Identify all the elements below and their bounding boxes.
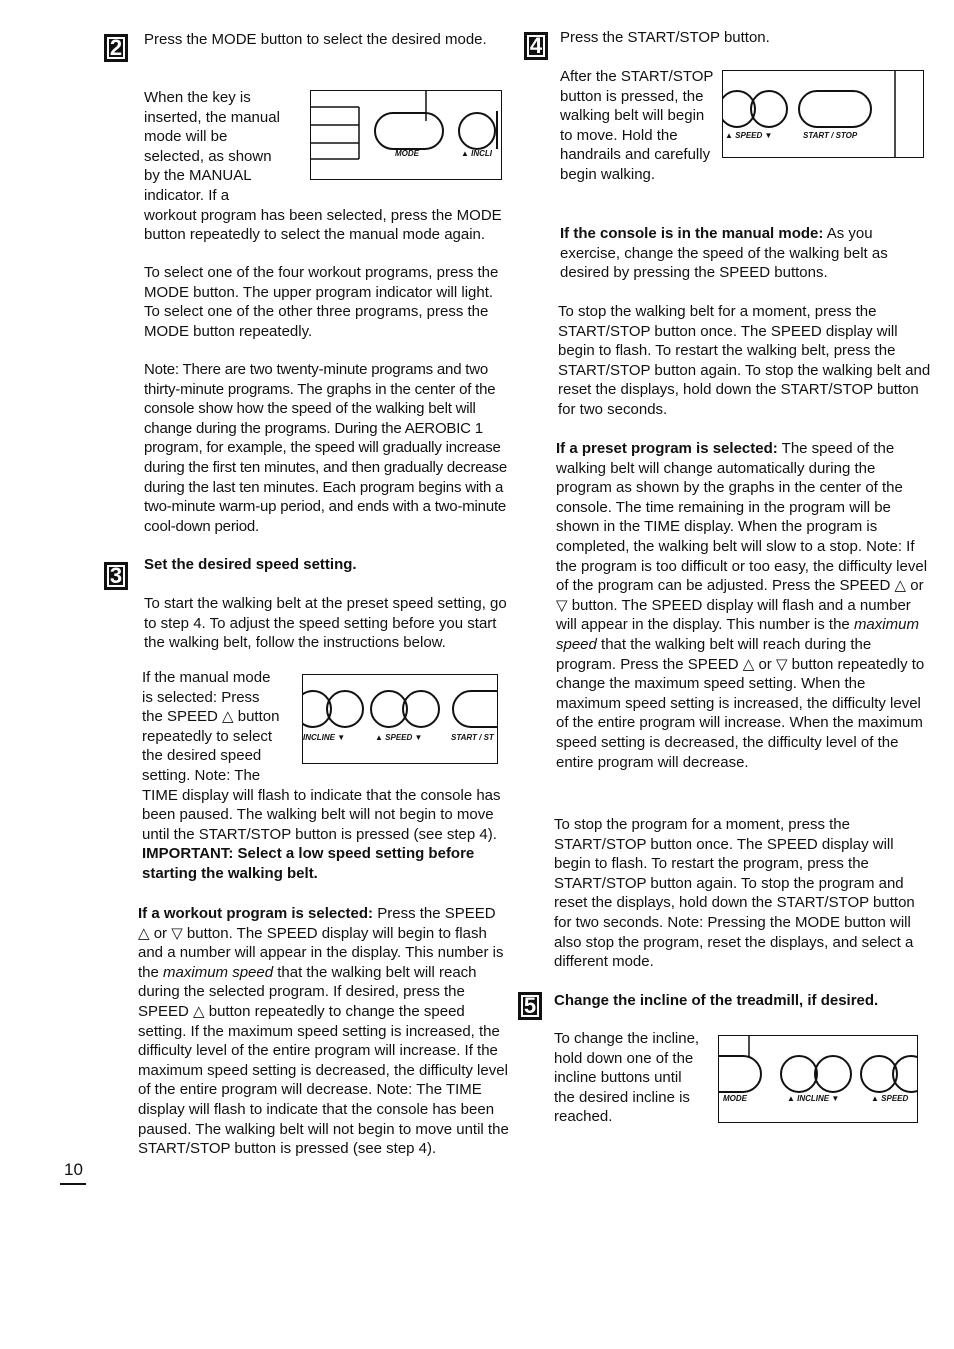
step-3-workout-text-a: Press the SPEED △ or ▽ button. The SPEED display will begin to flash and a number will appear in the display. This number is the: [138, 905, 504, 981]
step-3-number: 3: [105, 563, 127, 589]
step-4-intro: [560, 67, 940, 185]
step-3-badge: [104, 562, 128, 590]
step-4-manual-mode: [560, 224, 932, 283]
step-3-manual-text: Press the SPEED △ button repeatedly to select the desired speed setting. Note: The TIME display will flash to indicate that the console has been paused. The walking belt will not begin to move until the START/STOP button is pressed (see step 4).: [142, 688, 501, 843]
step-4-manual-label: If the console is in the manual mode:: [560, 225, 824, 242]
panel-incline-label: INCLINE ▼: [303, 733, 346, 742]
step-4-preset-text-b: that the walking belt will reach during the program. Press the SPEED △ or ▽ button repeatedly to change the maximum speed setting. When the maximum speed setting is increased, the difficulty level of the entire program will increase. When the maximum speed setting is decreased, the difficulty level of the entire program will decrease.: [556, 635, 925, 771]
step-4-stop-belt: To stop the walking belt for a moment, press the START/STOP button once. The SPEED display will begin to flash. To restart the walking belt, press the START/STOP button again. To stop the walking belt and reset the displays, hold down the START/STOP button for two seconds.: [558, 303, 931, 418]
step-2-number: 2: [105, 35, 127, 61]
step-4-heading: Press the START/STOP button.: [560, 29, 770, 46]
step-4-preset-program: [556, 439, 932, 772]
step-2-badge: [104, 34, 128, 62]
step-5-number: 5: [519, 993, 541, 1019]
step-3-workout-block: [138, 904, 510, 1159]
panel-spacer: [718, 67, 940, 157]
step-3-workout-em: maximum speed: [163, 963, 274, 981]
panel-mode-label: MODE: [395, 149, 419, 158]
step-5-heading: Change the incline of the treadmill, if desired.: [554, 992, 879, 1009]
step-2-workout-select: To select one of the four workout programs, press the MODE button. The upper program indicator will light. To select one of the other three programs, press the MODE button repeatedly.: [144, 264, 499, 340]
step-4-number: 4: [525, 33, 547, 59]
panel-spacer: [280, 668, 510, 770]
step-3-heading: Set the desired speed setting.: [144, 556, 357, 573]
panel-start-label: START / ST: [451, 733, 494, 742]
panel-speed-label: ▲ SPEED: [871, 1094, 909, 1103]
step-4-preset-text-a: The speed of the walking belt will change automatically during the program as shown by the graphs in the center of the console. The time remaining in the program will be shown in the TIME display. When the program is completed, the walking belt will slow to a stop. Note: If the program is too difficult or too easy, the difficulty level of the program can be adjusted. Press the SPEED △ or ▽ button. The SPEED display will flash and a number will appear in the display. This number is the: [556, 440, 928, 634]
panel-speed-label: ▲ SPEED ▼: [375, 733, 423, 742]
step-5-intro-text: To change the incline, hold down one of the incline buttons until the desired incline is reached.: [554, 1030, 700, 1126]
mode-console-drawing: [311, 91, 501, 179]
panel-start-stop-label: START / STOP: [803, 131, 858, 140]
step-3-intro: To start the walking belt at the preset speed setting, go to step 4. To adjust the speed setting before you start the walking belt, follow the instructions below.: [144, 595, 507, 652]
panel-spacer: [702, 1029, 914, 1125]
step-2-note: Note: There are two twenty-minute programs and two thirty-minute programs. The graphs in the center of the console show how the speed of the walking belt will change during the programs. During the AEROBIC 1 program, for example, the speed will gradually increase during the first ten minutes, and then gradually decrease during the last ten minutes. Each program begins with a two-minute warm-up period, and ends with a two-minute cool-down period.: [144, 361, 507, 535]
step-4-preset-em: maximum speed: [556, 616, 919, 653]
page-number: 10: [64, 1160, 83, 1179]
panel-mode-label: MODE: [723, 1094, 747, 1103]
step-2-heading: Press the MODE button to select the desired mode.: [144, 31, 487, 48]
step-3-workout-label: If a workout program is selected:: [138, 905, 374, 922]
step-3-important: IMPORTANT: Select a low speed setting before starting the walking belt.: [142, 845, 475, 882]
step-3-manual-block: [142, 668, 510, 884]
step-5-intro: [554, 1029, 914, 1127]
step-3-workout-text-b: that the walking belt will reach during the selected program. If desired, press the SPEED △ button repeatedly to change the speed setting. If the maximum speed setting is increased, the difficulty level of the entire program will increase. If the maximum speed setting is decreased, the difficulty level of the entire program will decrease. Note: The TIME display will flash to indicate that the console has been paused. The walking belt will not begin to move until the START/STOP button is pressed (see step 4).: [138, 963, 509, 1158]
step-4-preset-label: If a preset program is selected:: [556, 440, 778, 457]
mode-console-panel: [310, 90, 502, 180]
panel-incline-label: ▲ INCLI: [461, 149, 493, 158]
page-number-rule: [60, 1183, 86, 1185]
step-4-badge: [524, 32, 548, 60]
step-2-intro-text: When the key is inserted, the manual mode will be selected, as shown by the MANUAL indicator. If a workout program has been selected, press the MODE button repeatedly to select the manual mode again.: [144, 89, 502, 244]
step-3-manual-label: If the manual mode is selected:: [142, 669, 271, 706]
step-5-badge: [518, 992, 542, 1020]
panel-incline-label: ▲ INCLINE ▼: [787, 1094, 840, 1103]
step-4-intro-text: After the START/STOP button is pressed, the walking belt will begin to move. Hold the handrails and carefully begin walking.: [560, 68, 714, 183]
step-4-manual-text: As you exercise, change the speed of the walking belt as desired by pressing the SPEED buttons.: [560, 225, 888, 282]
panel-speed-label: ▲ SPEED ▼: [725, 131, 773, 140]
step-4-stop-program: To stop the program for a moment, press the START/STOP button once. The SPEED display will begin to flash. To restart the program, press the START/STOP button again. To stop the program and reset the displays, hold down the START/STOP button for two seconds. Note: Pressing the MODE button will also stop the program, reset the displays, and select a different mode.: [554, 816, 915, 971]
